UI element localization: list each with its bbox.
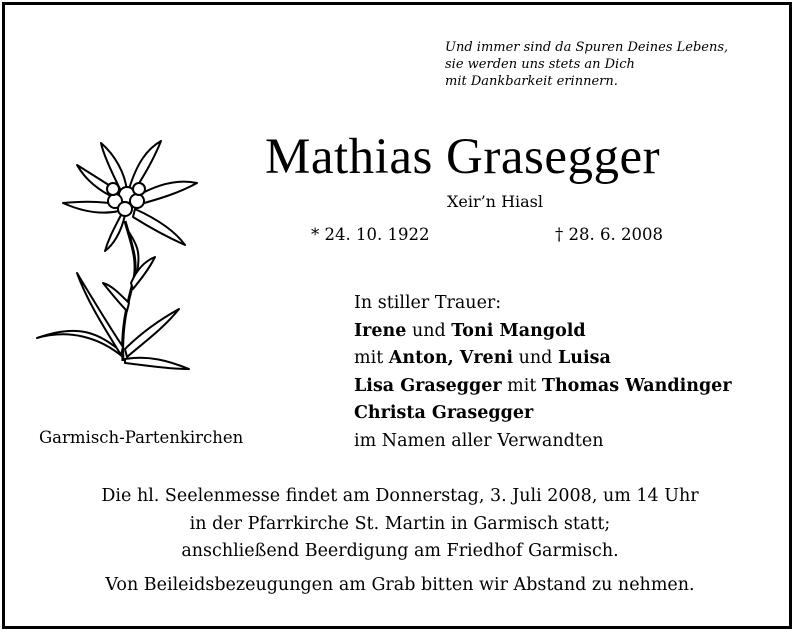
flower-leaf: [125, 309, 179, 357]
flower-leaf: [103, 283, 129, 311]
deceased-name: Mathias Grasegger: [265, 129, 661, 185]
mourner-line: [354, 345, 794, 373]
deceased-nickname: Xeir’n Hiasl: [446, 192, 544, 211]
mourner-line: [354, 373, 794, 401]
quote-line: mit Dankbarkeit erinnern.: [445, 74, 618, 89]
mourner-name: Lisa Grasegger: [354, 375, 502, 396]
mourner-line: [354, 318, 794, 346]
memorial-quote: [445, 39, 785, 90]
edelweiss-icon: [29, 133, 209, 381]
birth-date: * 24. 10. 1922: [311, 225, 430, 244]
mourners-intro: In stiller Trauer:: [354, 293, 502, 313]
service-line: Die hl. Seelenmesse findet am Donnerstag, 3. Juli 2008, um 14 Uhr: [101, 486, 699, 506]
mourner-name: Christa Grasegger: [354, 403, 534, 423]
flower-leaf: [125, 358, 189, 369]
death-date: † 28. 6. 2008: [555, 225, 663, 244]
service-info: [5, 483, 795, 566]
quote-line: sie werden uns stets an Dich: [445, 57, 635, 72]
flower-floret: [133, 183, 145, 195]
quote-line: Und immer sind da Spuren Deines Lebens,: [445, 40, 729, 55]
service-line: in der Pfarrkirche St. Martin in Garmisch statt;: [189, 513, 611, 534]
condolence-request: Von Beileidsbezeugungen am Grab bitten wir Abstand zu nehmen.: [105, 575, 695, 595]
obituary-notice: [2, 2, 792, 629]
mourner-name: Thomas Wandinger: [541, 375, 732, 396]
flower-bract: [133, 209, 185, 245]
mourner-line: [354, 400, 794, 428]
mourner-name: Luisa: [557, 348, 611, 368]
connector-text: mit: [354, 348, 389, 368]
flower-bract: [105, 215, 125, 251]
mourner-name: Toni Mangold: [451, 320, 586, 341]
service-line: anschließend Beerdigung am Friedhof Garmisch.: [181, 541, 619, 561]
mourner-name: Anton, Vreni: [388, 348, 514, 368]
mourners-list: [354, 290, 794, 455]
connector-text: und: [513, 348, 558, 368]
place-name: Garmisch-Partenkirchen: [39, 428, 244, 447]
connector-text: und: [406, 320, 452, 341]
flower-floret: [107, 183, 119, 195]
flower-floret: [118, 202, 132, 216]
mourners-closing: im Namen aller Verwandten: [354, 430, 604, 451]
connector-text: mit: [501, 375, 542, 396]
mourner-name: Irene: [354, 320, 407, 341]
